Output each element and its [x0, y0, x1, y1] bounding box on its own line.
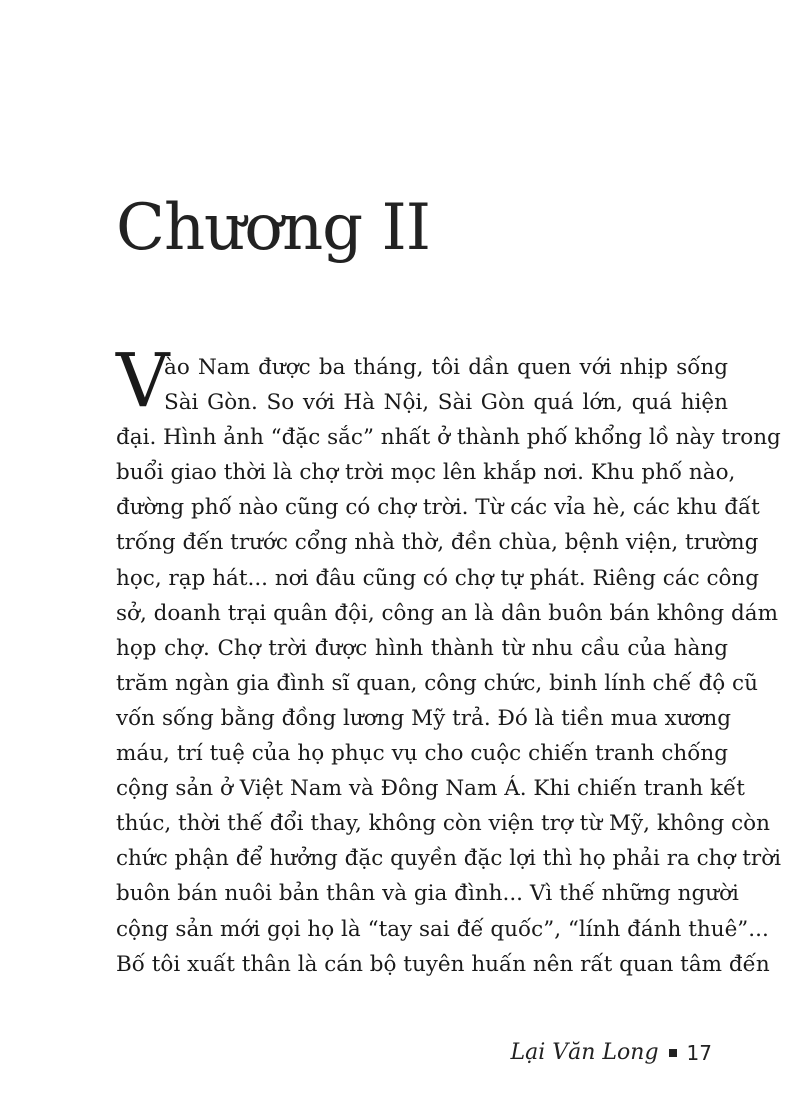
text-line: Bố tôi xuất thân là cán bộ tuyên huấn nên rất quan tâm đến	[116, 951, 770, 977]
drop-cap: V	[116, 338, 170, 424]
page-number: 17	[686, 1040, 712, 1065]
text-line: thúc, thời thế đổi thay, không còn viện trợ từ Mỹ, không còn	[116, 811, 770, 837]
text-line: chức phận để hưởng đặc quyền đặc lợi thì họ phải ra chợ trời	[116, 846, 782, 872]
text-line: cộng sản ở Việt Nam và Đông Nam Á. Khi chiến tranh kết	[116, 776, 745, 802]
text-line: học, rạp hát... nơi đâu cũng có chợ tự phát. Riêng các công	[116, 565, 760, 591]
text-line: trống đến trước cổng nhà thờ, đền chùa, bệnh viện, trường	[116, 530, 759, 556]
text-line: máu, trí tuệ của họ phục vụ cho cuộc chiến tranh chống	[116, 741, 728, 767]
page-footer	[511, 1040, 712, 1065]
text-line: sở, doanh trại quân đội, công an là dân buôn bán không dám	[116, 600, 778, 626]
text-line: buôn bán nuôi bản thân và gia đình... Vì thế những người	[116, 881, 739, 907]
text-line: vốn sống bằng đồng lương Mỹ trả. Đó là tiền mua xương	[116, 705, 732, 731]
body-text	[116, 350, 782, 982]
chapter-title: Chương II	[116, 191, 431, 265]
text-line: trăm ngàn gia đình sĩ quan, công chức, binh lính chế độ cũ	[116, 670, 758, 696]
text-line: đường phố nào cũng có chợ trời. Từ các vỉa hè, các khu đất	[116, 495, 760, 521]
author-signature: Lại Văn Long	[510, 1040, 659, 1065]
text-line: họp chợ. Chợ trời được hình thành từ nhu cầu của hàng	[116, 635, 728, 661]
text-line: Sài Gòn. So với Hà Nội, Sài Gòn quá lớn, quá hiện	[164, 390, 728, 416]
text-line: cộng sản mới gọi họ là “tay sai đế quốc”, “lính đánh thuê”...	[116, 916, 769, 942]
text-line: ào Nam được ba tháng, tôi dần quen với nhịp sống	[164, 355, 728, 380]
text-line: đại. Hình ảnh “đặc sắc” nhất ở thành phố khổng lồ này trong	[116, 425, 781, 451]
footer-bullet-icon	[669, 1049, 677, 1057]
text-line: buổi giao thời là chợ trời mọc lên khắp nơi. Khu phố nào,	[116, 460, 736, 486]
